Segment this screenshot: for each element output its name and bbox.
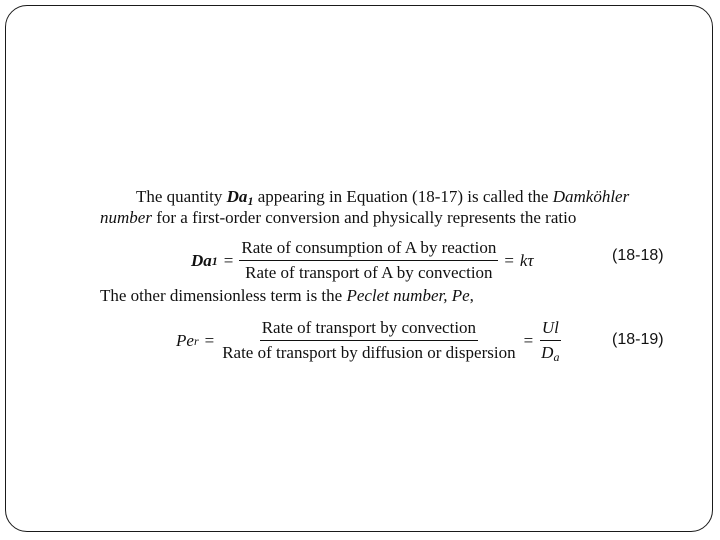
da-symbol: Da: [226, 187, 248, 206]
eq2-numerator: Rate of transport by convection: [260, 318, 478, 341]
equals-sign: =: [223, 250, 234, 270]
eq2-fraction: [220, 318, 517, 363]
text: ,: [469, 286, 474, 305]
equation-number-18-19: (18-19): [612, 331, 664, 348]
number-term: number: [100, 208, 152, 227]
eq2-rhs-denominator: [539, 341, 561, 363]
eq1-lhs: Da: [191, 250, 212, 270]
text: The other dimensionless term is the: [100, 286, 347, 305]
da-subscript: 1: [247, 194, 254, 208]
eq1-rhs: kτ: [519, 250, 534, 270]
equals-sign: =: [504, 250, 514, 270]
eq2-rhs-den-symbol: D: [541, 343, 554, 362]
eq2-lhs: Pe: [176, 330, 194, 350]
eq1-fraction: [239, 238, 498, 283]
eq2-rhs-numerator: Ul: [540, 318, 561, 341]
equation-damkohler: Da 1 = $\frac{\text{Rate of consumption of A by reaction}}{\text{Rate of transport of A by convection}}$ = kτ: [191, 238, 534, 282]
text: appearing in Equation (18-17) is called the: [253, 187, 553, 206]
paragraph-peclet: [100, 286, 474, 306]
paragraph-damkohler: [100, 186, 640, 228]
eq1-denominator: Rate of transport of A by convection: [245, 263, 493, 282]
eq2-rhs-fraction: [539, 318, 561, 363]
equation-number-18-18: (18-18): [612, 247, 664, 264]
text: for a first-order conversion and physically represents the ratio: [151, 208, 577, 227]
peclet-term: Peclet number, Pe: [346, 286, 470, 305]
equals-sign: =: [204, 330, 215, 350]
eq2-rhs-den-sub: a: [553, 350, 560, 364]
damkohler-term: Damköhler: [552, 187, 630, 206]
eq1-numerator: Rate of consumption of A by reaction: [239, 238, 498, 261]
equation-peclet: Pe r = $\frac{\text{Rate of transport by convection}}{\text{Rate of transport by diffusion or dispersion}}$ = $\frac{Ul}{D_a}$: [176, 318, 560, 364]
eq2-denominator: Rate of transport by diffusion or dispersion: [222, 343, 516, 362]
text: The quantity: [136, 187, 227, 206]
equals-sign: =: [523, 330, 534, 350]
